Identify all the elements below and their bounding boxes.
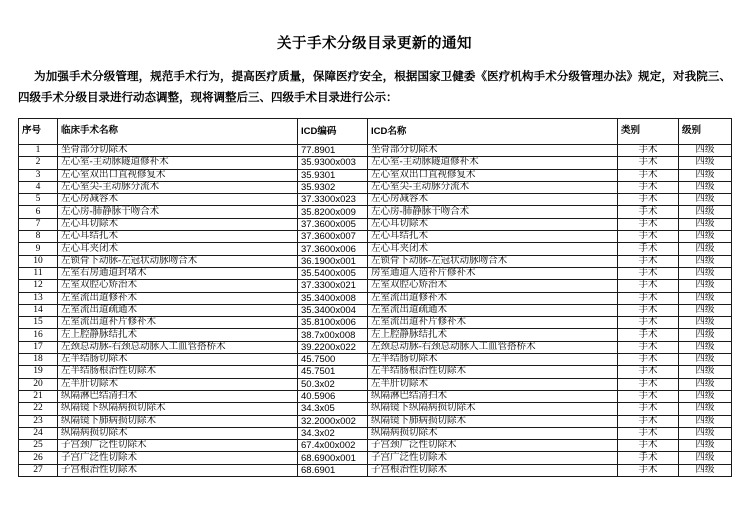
cell-icd-name: 左心室双出口直视修复术 [368,169,618,181]
cell-level: 四级 [679,390,732,402]
cell-icd-code: 50.3x02 [298,378,368,390]
cell-icd-code: 68.6900x001 [298,452,368,464]
cell-icd-code: 35.9300x003 [298,157,368,169]
table-row [19,292,732,304]
cell-clinical-name: 左半结肠根治性切除术 [58,366,298,378]
cell-no: 19 [19,366,58,378]
cell-level: 四级 [679,145,732,157]
table-row [19,464,732,476]
surgery-catalog-table [18,118,732,477]
cell-level: 四级 [679,440,732,452]
table-row [19,354,732,366]
cell-level: 四级 [679,157,732,169]
cell-level: 四级 [679,231,732,243]
cell-icd-code: 36.1900x001 [298,255,368,267]
cell-level: 四级 [679,280,732,292]
table-row [19,231,732,243]
table-header [19,119,732,145]
cell-no: 15 [19,317,58,329]
intro-paragraph: 为加强手术分级管理，规范手术行为，提高医疗质量，保障医疗安全，根据国家卫健委《医疗机构手术分级管理办法》规定，对我院三、四级手术分级目录进行动态调整，现将调整后三、四级手术目录进行公示： [18,71,731,104]
cell-icd-name: 左锁骨下动脉-左冠状动脉吻合术 [368,255,618,267]
cell-icd-code: 40.5906 [298,390,368,402]
cell-level: 四级 [679,317,732,329]
cell-icd-code: 37.3600x006 [298,243,368,255]
table-row [19,206,732,218]
table-row [19,280,732,292]
cell-no: 5 [19,194,58,206]
cell-no: 17 [19,341,58,353]
cell-clinical-name: 左心耳结扎术 [58,231,298,243]
cell-no: 21 [19,390,58,402]
cell-category: 手术 [618,194,679,206]
cell-no: 23 [19,415,58,427]
cell-level: 四级 [679,464,732,476]
cell-level: 四级 [679,329,732,341]
cell-no: 12 [19,280,58,292]
cell-no: 24 [19,427,58,439]
cell-category: 手术 [618,267,679,279]
cell-clinical-name: 左心耳切除术 [58,218,298,230]
cell-no: 10 [19,255,58,267]
cell-icd-code: 77.8901 [298,145,368,157]
cell-icd-code: 35.5400x005 [298,267,368,279]
cell-category: 手术 [618,329,679,341]
cell-icd-code: 37.3600x005 [298,218,368,230]
cell-icd-name: 左上腔静脉结扎术 [368,329,618,341]
cell-clinical-name: 左颈总动脉-右颈总动脉人工血管搭桥术 [58,341,298,353]
cell-icd-name: 左半结肠切除术 [368,354,618,366]
cell-clinical-name: 坐骨部分切除术 [58,145,298,157]
cell-clinical-name: 纵隔淋巴结清扫术 [58,390,298,402]
cell-category: 手术 [618,280,679,292]
header-no: 序号 [19,119,58,145]
page-title: 关于手术分级目录更新的通知 [277,36,472,52]
cell-clinical-name: 纵隔镜下肺病损切除术 [58,415,298,427]
cell-category: 手术 [618,390,679,402]
cell-no: 26 [19,452,58,464]
cell-icd-name: 左心室尖-主动脉分流术 [368,181,618,193]
cell-no: 13 [19,292,58,304]
cell-icd-name: 左心室-主动脉隧道修补术 [368,157,618,169]
cell-level: 四级 [679,366,732,378]
cell-icd-name: 左心耳夹闭术 [368,243,618,255]
cell-icd-code: 37.3300x021 [298,280,368,292]
cell-level: 四级 [679,206,732,218]
cell-icd-name: 左半肝切除术 [368,378,618,390]
cell-category: 手术 [618,243,679,255]
table-header-row [19,119,732,145]
table-row [19,267,732,279]
cell-icd-code: 45.7501 [298,366,368,378]
cell-level: 四级 [679,427,732,439]
cell-icd-name: 左室流出道修补术 [368,292,618,304]
table-row [19,317,732,329]
cell-category: 手术 [618,181,679,193]
cell-icd-code: 38.7x00x008 [298,329,368,341]
cell-no: 3 [19,169,58,181]
cell-no: 14 [19,304,58,316]
cell-category: 手术 [618,206,679,218]
cell-clinical-name: 左室流出道修补术 [58,292,298,304]
cell-level: 四级 [679,218,732,230]
cell-clinical-name: 左心室双出口直视修复术 [58,169,298,181]
cell-clinical-name: 子宫颈广泛性切除术 [58,440,298,452]
cell-icd-name: 左心房减容术 [368,194,618,206]
cell-level: 四级 [679,255,732,267]
cell-no: 18 [19,354,58,366]
cell-icd-name: 子宫颈广泛性切除术 [368,440,618,452]
table-row [19,243,732,255]
table-row [19,452,732,464]
cell-icd-code: 35.9301 [298,169,368,181]
table-row [19,169,732,181]
cell-icd-name: 左颈总动脉-右颈总动脉人工血管搭桥术 [368,341,618,353]
table-row [19,218,732,230]
cell-icd-name: 左心耳结扎术 [368,231,618,243]
cell-category: 手术 [618,292,679,304]
cell-no: 25 [19,440,58,452]
table-row [19,304,732,316]
cell-category: 手术 [618,415,679,427]
cell-icd-code: 68.6901 [298,464,368,476]
cell-no: 8 [19,231,58,243]
header-level: 级别 [679,119,732,145]
cell-no: 1 [19,145,58,157]
cell-clinical-name: 左锁骨下动脉-左冠状动脉吻合术 [58,255,298,267]
cell-category: 手术 [618,341,679,353]
cell-clinical-name: 左心室尖-主动脉分流术 [58,181,298,193]
cell-category: 手术 [618,231,679,243]
cell-clinical-name: 左心耳夹闭术 [58,243,298,255]
cell-clinical-name: 纵隔镜下纵隔病损切除术 [58,403,298,415]
cell-level: 四级 [679,403,732,415]
cell-icd-name: 子宫根治性切除术 [368,464,618,476]
cell-category: 手术 [618,354,679,366]
cell-icd-code: 37.3600x007 [298,231,368,243]
cell-icd-code: 35.3400x004 [298,304,368,316]
cell-icd-code: 35.9302 [298,181,368,193]
table-row [19,341,732,353]
cell-icd-name: 纵隔病损切除术 [368,427,618,439]
table-row [19,255,732,267]
header-icd-name: ICD名称 [368,119,618,145]
cell-no: 16 [19,329,58,341]
cell-level: 四级 [679,304,732,316]
table-row [19,181,732,193]
cell-icd-name: 左心房-肺静脉干吻合术 [368,206,618,218]
cell-icd-name: 子宫广泛性切除术 [368,452,618,464]
cell-no: 11 [19,267,58,279]
table-row [19,403,732,415]
cell-category: 手术 [618,403,679,415]
cell-category: 手术 [618,157,679,169]
cell-icd-name: 左室流出道疏通术 [368,304,618,316]
cell-no: 27 [19,464,58,476]
cell-clinical-name: 左室流出道补片修补术 [58,317,298,329]
cell-category: 手术 [618,464,679,476]
cell-clinical-name: 左上腔静脉结扎术 [58,329,298,341]
cell-icd-code: 39.2200x022 [298,341,368,353]
cell-icd-code: 37.3300x023 [298,194,368,206]
cell-level: 四级 [679,452,732,464]
cell-category: 手术 [618,366,679,378]
cell-category: 手术 [618,304,679,316]
cell-icd-name: 纵隔镜下纵隔病损切除术 [368,403,618,415]
header-icd-code: ICD编码 [298,119,368,145]
cell-level: 四级 [679,341,732,353]
cell-level: 四级 [679,267,732,279]
cell-icd-name: 纵隔镜下肺病损切除术 [368,415,618,427]
cell-icd-name: 房室通道人造补片修补术 [368,267,618,279]
cell-category: 手术 [618,255,679,267]
table-row [19,194,732,206]
cell-icd-name: 纵隔淋巴结清扫术 [368,390,618,402]
cell-no: 20 [19,378,58,390]
cell-clinical-name: 左心房-肺静脉干吻合术 [58,206,298,218]
cell-category: 手术 [618,169,679,181]
cell-icd-name: 左心耳切除术 [368,218,618,230]
table-row [19,378,732,390]
cell-icd-code: 67.4x00x002 [298,440,368,452]
cell-icd-code: 45.7500 [298,354,368,366]
table-row [19,440,732,452]
cell-category: 手术 [618,440,679,452]
header-clinical-name: 临床手术名称 [58,119,298,145]
cell-category: 手术 [618,317,679,329]
cell-clinical-name: 左室右房通道封堵术 [58,267,298,279]
cell-no: 22 [19,403,58,415]
cell-level: 四级 [679,292,732,304]
table-row [19,415,732,427]
table-row [19,145,732,157]
table-row [19,390,732,402]
cell-no: 9 [19,243,58,255]
cell-icd-name: 左室流出道补片修补术 [368,317,618,329]
cell-icd-name: 左半结肠根治性切除术 [368,366,618,378]
cell-no: 4 [19,181,58,193]
cell-clinical-name: 子宫广泛性切除术 [58,452,298,464]
cell-icd-name: 左室双腔心矫治术 [368,280,618,292]
cell-clinical-name: 左室双腔心矫治术 [58,280,298,292]
cell-level: 四级 [679,378,732,390]
cell-clinical-name: 纵隔病损切除术 [58,427,298,439]
cell-level: 四级 [679,243,732,255]
cell-no: 7 [19,218,58,230]
cell-clinical-name: 左半肝切除术 [58,378,298,390]
cell-category: 手术 [618,452,679,464]
table-row [19,329,732,341]
cell-category: 手术 [618,427,679,439]
cell-icd-code: 34.3x02 [298,427,368,439]
cell-no: 6 [19,206,58,218]
header-category: 类别 [618,119,679,145]
cell-icd-code: 32.2000x002 [298,415,368,427]
cell-level: 四级 [679,194,732,206]
cell-clinical-name: 左心室-主动脉隧道修补术 [58,157,298,169]
cell-level: 四级 [679,169,732,181]
cell-icd-code: 34.3x05 [298,403,368,415]
cell-clinical-name: 左室流出道疏通术 [58,304,298,316]
cell-clinical-name: 左半结肠切除术 [58,354,298,366]
cell-icd-code: 35.3400x008 [298,292,368,304]
cell-level: 四级 [679,181,732,193]
cell-level: 四级 [679,354,732,366]
cell-level: 四级 [679,415,732,427]
cell-icd-name: 坐骨部分切除术 [368,145,618,157]
table-row [19,366,732,378]
cell-category: 手术 [618,218,679,230]
cell-category: 手术 [618,378,679,390]
cell-no: 2 [19,157,58,169]
table-row [19,427,732,439]
table-row [19,157,732,169]
table-body [19,145,732,477]
cell-icd-code: 35.8200x009 [298,206,368,218]
cell-clinical-name: 子宫根治性切除术 [58,464,298,476]
cell-category: 手术 [618,145,679,157]
cell-clinical-name: 左心房减容术 [58,194,298,206]
cell-icd-code: 35.8100x006 [298,317,368,329]
